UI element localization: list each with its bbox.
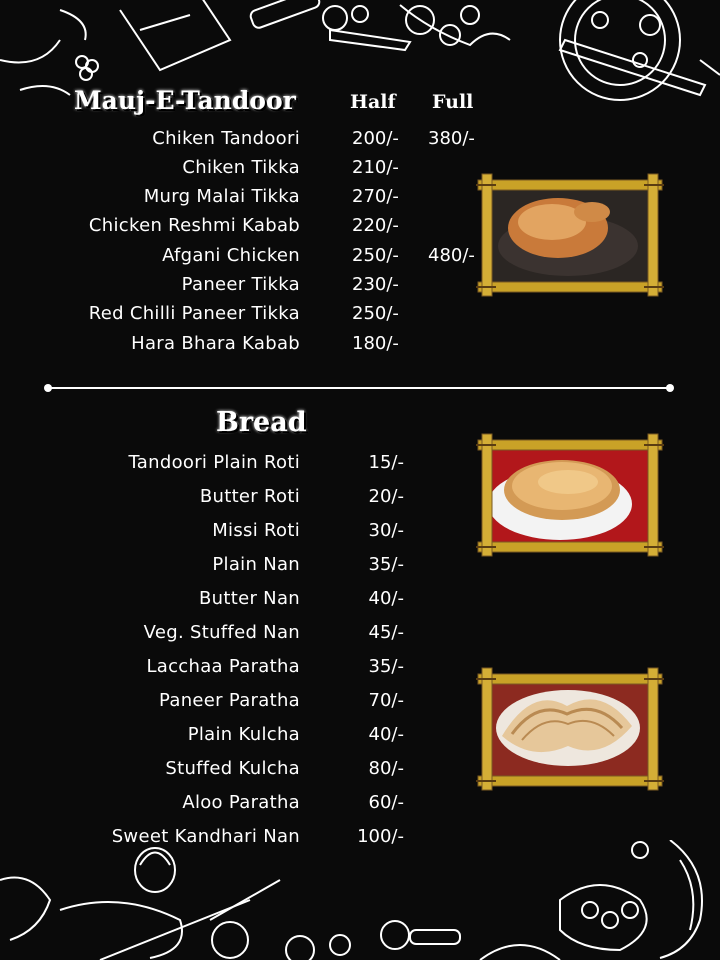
menu-row [0,333,720,357]
item-name: Chiken Tandoori [152,128,300,149]
item-name: Aloo Paratha [182,792,300,813]
item-price: 30/- [368,520,404,541]
item-name: Missi Roti [212,520,300,541]
item-half-price: 230/- [352,274,399,295]
menu-row [0,792,720,816]
item-name: Paneer Paratha [159,690,300,711]
item-name: Sweet Kandhari Nan [111,826,300,847]
item-price: 40/- [368,588,404,609]
item-name: Plain Nan [212,554,300,575]
item-name: Butter Roti [199,486,300,507]
item-name: Butter Nan [199,588,300,609]
item-price: 80/- [368,758,404,779]
menu-row [0,622,720,646]
item-half-price: 250/- [352,245,399,266]
item-name: Chiken Tikka [182,157,300,178]
item-name: Lacchaa Paratha [146,656,300,677]
item-price: 15/- [368,452,404,473]
item-name: Afgani Chicken [162,245,300,266]
item-price: 40/- [368,724,404,745]
layered-paratha-photo [472,666,668,792]
item-half-price: 200/- [352,128,399,149]
half-column-header: Half [350,91,396,113]
item-half-price: 210/- [352,157,399,178]
item-half-price: 220/- [352,215,399,236]
item-name: Murg Malai Tikka [143,186,300,207]
item-price: 60/- [368,792,404,813]
tandoor-section-title: Mauj-E-Tandoor [74,86,296,115]
bread-section-title: Bread [216,407,307,438]
item-name: Red Chilli Paneer Tikka [88,303,300,324]
item-name: Plain Kulcha [187,724,300,745]
menu-row [0,128,720,152]
item-name: Stuffed Kulcha [165,758,300,779]
item-name: Tandoori Plain Roti [128,452,300,473]
item-price: 100/- [357,826,404,847]
item-half-price: 250/- [352,303,399,324]
item-name: Paneer Tikka [181,274,300,295]
roast-chicken-photo [472,172,668,298]
item-name: Chicken Reshmi Kabab [88,215,300,236]
item-price: 35/- [368,656,404,677]
item-price: 20/- [368,486,404,507]
item-name: Veg. Stuffed Nan [143,622,300,643]
section-divider [44,384,674,392]
item-full-price: 480/- [428,245,475,266]
item-price: 35/- [368,554,404,575]
paratha-photo [472,432,668,558]
menu-row [0,588,720,612]
item-name: Hara Bhara Kabab [131,333,300,354]
item-half-price: 180/- [352,333,399,354]
item-full-price: 380/- [428,128,475,149]
item-price: 70/- [368,690,404,711]
kitchen-doodle-bottom-icon [0,840,720,960]
item-price: 45/- [368,622,404,643]
menu-row [0,303,720,327]
item-half-price: 270/- [352,186,399,207]
full-column-header: Full [432,91,474,113]
